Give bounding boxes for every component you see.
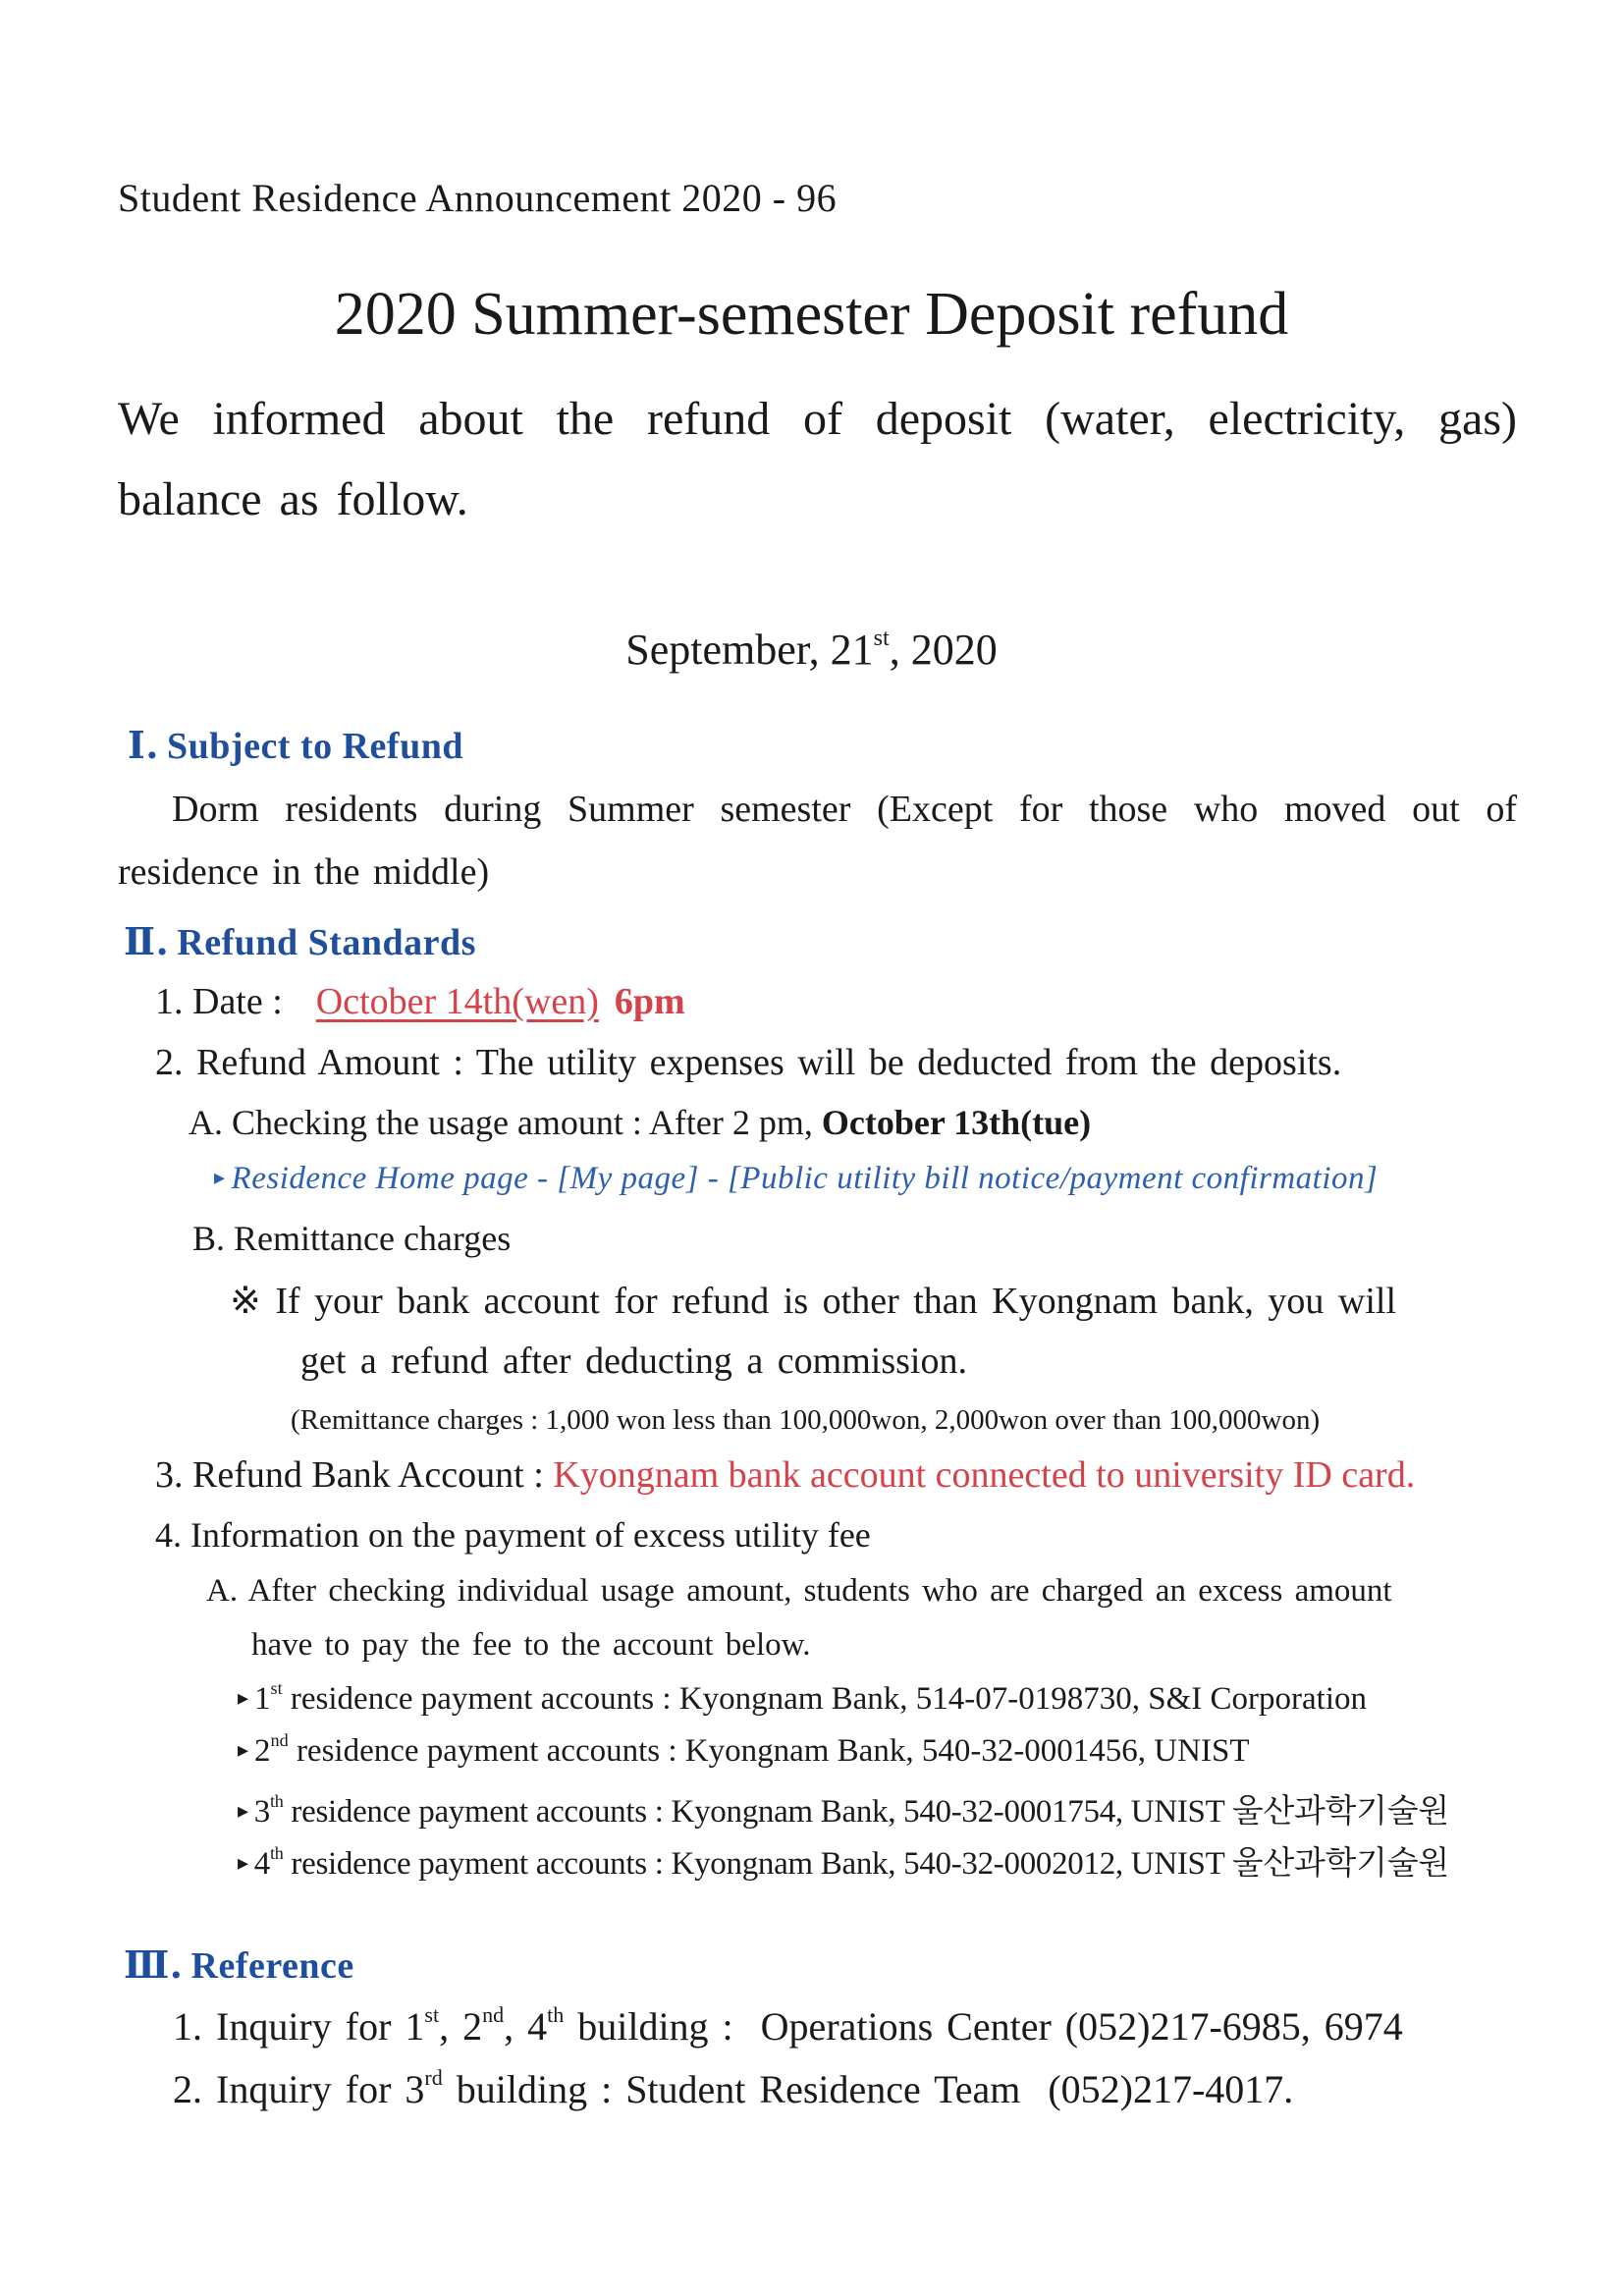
section-3-numeral: Ⅲ.: [124, 1942, 184, 1987]
remittance-charges-detail: (Remittance charges : 1,000 won less than 100,000won, 2,000won over than 100,000won): [291, 1404, 1321, 1436]
reference-1-part-a: 1. Inquiry for 1: [173, 2004, 425, 2049]
payment-account-2: [238, 1730, 1250, 1770]
triangle-bullet-icon: ▸: [238, 1685, 249, 1710]
triangle-bullet-icon: ▸: [238, 1850, 248, 1875]
date-prefix: September, 21: [625, 626, 874, 674]
section-3-heading: [124, 1942, 354, 1988]
section-1-numeral: Ⅰ.: [128, 723, 160, 767]
account-2-sup: nd: [270, 1730, 289, 1751]
reference-1-part-c: , 4: [504, 2004, 548, 2049]
date-suffix-sup: st: [873, 624, 890, 651]
refund-bank-account-label: 3. Refund Bank Account :: [155, 1454, 544, 1496]
reference-line-1: [173, 2003, 1403, 2050]
intro-paragraph: We informed about the refund of deposit (water, electricity, gas) balance as follow.: [118, 393, 1517, 525]
usage-check-date: October 13th(tue): [821, 1103, 1092, 1142]
account-3-sup: th: [269, 1791, 284, 1812]
reference-1-sup-b: nd: [482, 2002, 505, 2028]
page-title: 2020 Summer-semester Deposit refund: [334, 281, 1289, 348]
refund-bank-account-value: Kyongnam bank account connected to university ID card.: [553, 1454, 1416, 1496]
excess-fee-instruction-line-1: A. After checking individual usage amount, students who are charged an excess amount: [206, 1573, 1392, 1609]
payment-account-4: [238, 1837, 1449, 1884]
refund-date-label: 1. Date :: [155, 981, 283, 1022]
account-2-number: 2: [254, 1733, 271, 1769]
section-2-title: Refund Standards: [177, 922, 476, 963]
usage-check-line: [189, 1102, 1091, 1143]
section-2-heading: [124, 919, 476, 964]
account-1-sup: st: [270, 1678, 283, 1699]
section-1-heading: [128, 723, 463, 768]
refund-time-value: 6pm: [614, 981, 685, 1022]
residence-homepage-link[interactable]: [214, 1161, 1378, 1197]
reference-1-sup-a: st: [424, 2002, 440, 2028]
account-1-number: 1: [254, 1681, 271, 1717]
section-2-numeral: Ⅱ.: [124, 919, 170, 963]
account-1-text: residence payment accounts : Kyongnam Bank, 514-07-0198730, S&I Corporation: [282, 1681, 1368, 1717]
usage-check-label: A. Checking the usage amount : After 2 pm,: [189, 1103, 813, 1142]
remittance-note-line-1: ※ If your bank account for refund is other than Kyongnam bank, you will: [230, 1281, 1397, 1322]
reference-2-sup-a: rd: [424, 2065, 443, 2091]
announcement-number: Student Residence Announcement 2020 - 96: [118, 176, 838, 220]
account-2-text: residence payment accounts : Kyongnam Bank, 540-32-0001456, UNIST: [288, 1733, 1250, 1769]
date-year: , 2020: [889, 626, 998, 674]
refund-date-value: October 14th(wen): [315, 981, 599, 1022]
account-4-sup: th: [269, 1843, 284, 1864]
account-3-text: residence payment accounts : Kyongnam Bank, 540-32-0001754, UNIST 울산과학기술원: [283, 1794, 1449, 1830]
triangle-bullet-icon: ▸: [238, 1798, 248, 1823]
section-3-title: Reference: [190, 1945, 354, 1987]
triangle-bullet-icon: ▸: [214, 1165, 226, 1189]
residence-homepage-path[interactable]: Residence Home page - [My page] - [Public utility bill notice/payment confirmation]: [231, 1161, 1379, 1196]
account-3-number: 3: [253, 1794, 270, 1830]
account-4-number: 4: [253, 1846, 270, 1882]
section-1-title: Subject to Refund: [167, 726, 463, 767]
reference-1-sup-c: th: [547, 2002, 565, 2028]
reference-2-part-b: building : Student Residence Team (052)217-4017.: [442, 2067, 1294, 2111]
reference-2-part-a: 2. Inquiry for 3: [173, 2067, 425, 2111]
remittance-note-line-2: get a refund after deducting a commission.: [300, 1340, 967, 1382]
refund-bank-account-line: [155, 1453, 1415, 1497]
payment-account-3: [238, 1785, 1449, 1831]
triangle-bullet-icon: ▸: [238, 1737, 249, 1762]
excess-fee-heading: 4. Information on the payment of excess utility fee: [155, 1515, 871, 1555]
payment-account-1: [238, 1678, 1368, 1718]
reference-1-part-d: building : Operations Center (052)217-6985, 6974: [564, 2004, 1403, 2049]
refund-date-line: [155, 980, 685, 1023]
account-4-text: residence payment accounts : Kyongnam Bank, 540-32-0002012, UNIST 울산과학기술원: [283, 1846, 1449, 1882]
section-1-body: Dorm residents during Summer semester (Except for those who moved out of residence in the middle): [118, 789, 1517, 893]
remittance-charges-label: B. Remittance charges: [192, 1219, 512, 1258]
reference-line-2: [173, 2066, 1293, 2112]
excess-fee-instruction-line-2: have to pay the fee to the account below.: [251, 1627, 811, 1663]
refund-amount-line: 2. Refund Amount : The utility expenses will be deducted from the deposits.: [155, 1042, 1342, 1083]
reference-1-part-b: , 2: [439, 2004, 483, 2049]
announcement-date: [0, 625, 1623, 675]
